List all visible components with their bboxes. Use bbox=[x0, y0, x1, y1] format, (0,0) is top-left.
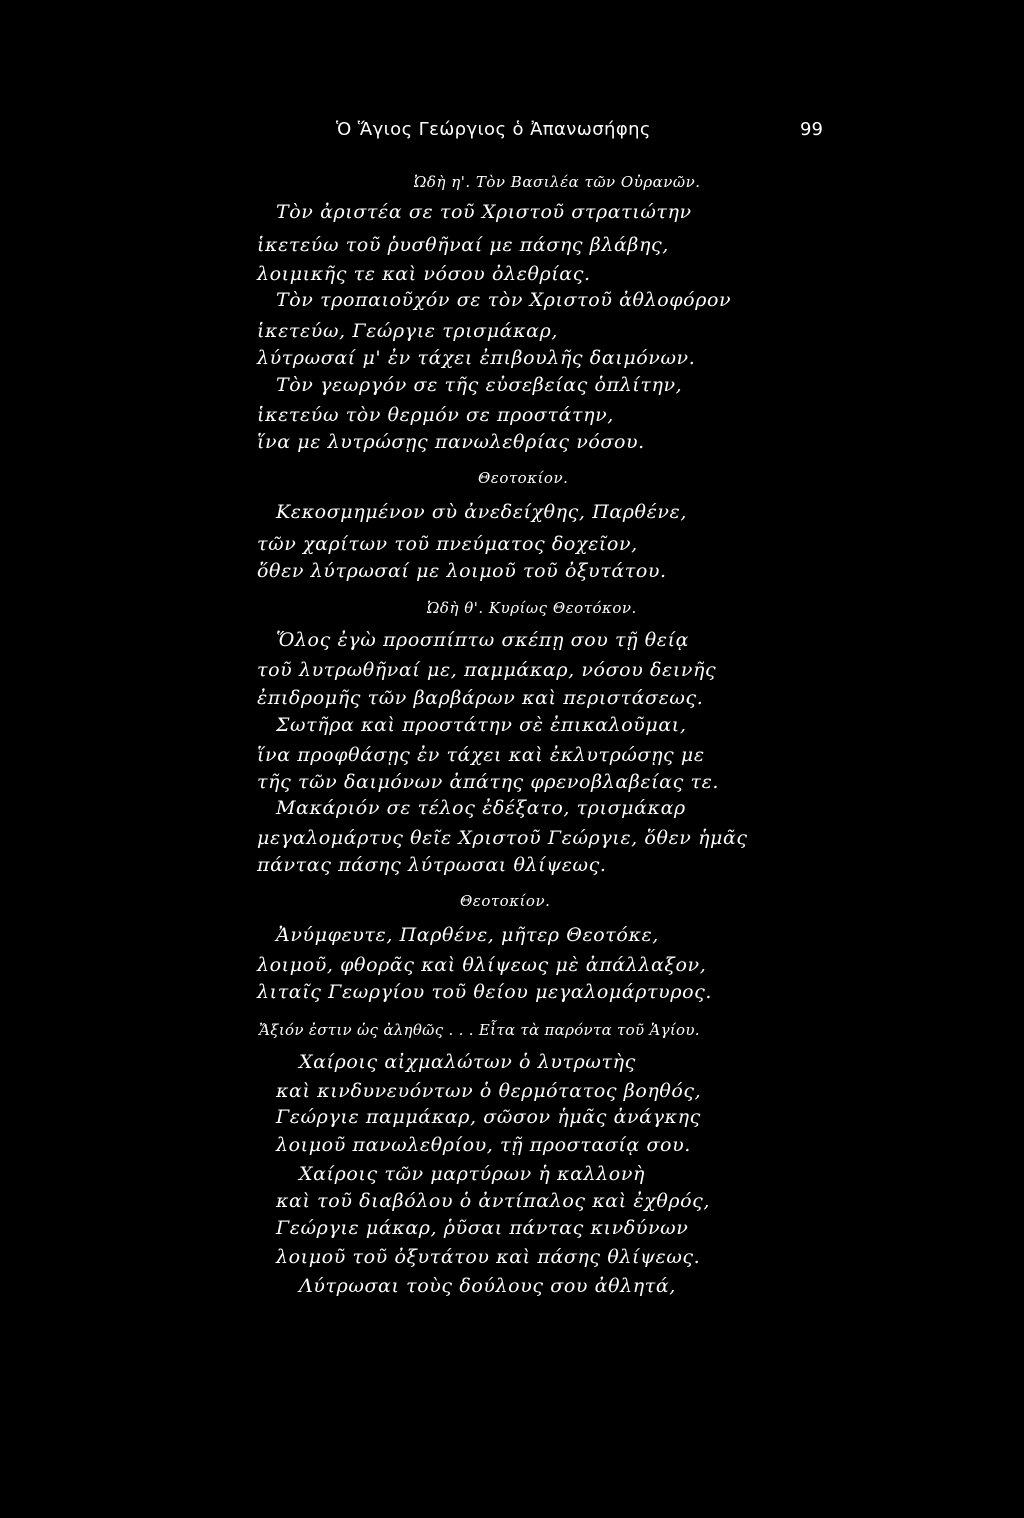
ode-8-line: Τὸν τροπαιοῦχόν σε τὸν Χριστοῦ ἀθλοφόρον bbox=[276, 289, 732, 311]
ode-9-line: τοῦ λυτρωθῆναί με, παμμάκαρ, νόσου δεινῆς bbox=[257, 659, 717, 681]
ode-9-line: Ὅλος ἐγὼ προσπίπτω σκέπῃ σου τῇ θείᾳ bbox=[276, 629, 690, 651]
ode-9-heading: Ὠδὴ θ'. Κυρίως Θεοτόκον. bbox=[427, 599, 637, 617]
ode-9-line: μεγαλομάρτυς θεῖε Χριστοῦ Γεώργιε, ὅθεν ἡμᾶς bbox=[257, 827, 748, 849]
megalynarion-line: Χαίροις τῶν μαρτύρων ἡ καλλονὴ bbox=[299, 1163, 645, 1185]
megalynarion-line: Γεώργιε μάκαρ, ῥῦσαι πάντας κινδύνων bbox=[276, 1217, 689, 1239]
ode-8-theotokion-line: ὅθεν λύτρωσαί με λοιμοῦ τοῦ ὀξυτάτου. bbox=[257, 560, 667, 582]
ode-8-theotokion-line: Κεκοσμημένον σὺ ἀνεδείχθης, Παρθένε, bbox=[276, 501, 687, 523]
ode-9-line: Μακάριόν σε τέλος ἐδέξατο, τρισμάκαρ bbox=[276, 797, 686, 819]
ode-9-theotokion-line: λιταῖς Γεωργίου τοῦ θείου μεγαλομάρτυρος. bbox=[257, 981, 713, 1003]
ode-8-line: ἱκετεύω τὸν θερμόν σε προστάτην, bbox=[257, 404, 614, 426]
ode-9-theotokion-line: λοιμοῦ, φθορᾶς καὶ θλίψεως μὲ ἀπάλλαξον, bbox=[257, 954, 707, 976]
rubric: Ἄξιόν ἐστιν ὡς ἀληθῶς . . . Εἶτα τὰ παρόντα τοῦ Ἁγίου. bbox=[259, 1021, 700, 1039]
ode-9-line: Σωτῆρα καὶ προστάτην σὲ ἐπικαλοῦμαι, bbox=[276, 714, 687, 736]
ode-9-line: ἐπιδρομῆς τῶν βαρβάρων καὶ περιστάσεως. bbox=[257, 687, 704, 709]
ode-9-theotokion-label: Θεοτοκίον. bbox=[460, 892, 551, 910]
megalynarion-line: καὶ τοῦ διαβόλου ὁ ἀντίπαλος καὶ ἐχθρός, bbox=[276, 1190, 711, 1212]
megalynarion-line: καὶ κινδυνευόντων ὁ θερμότατος βοηθός, bbox=[276, 1080, 702, 1102]
ode-8-line: ἱκετεύω, Γεώργιε τρισμάκαρ, bbox=[257, 320, 558, 342]
ode-9-theotokion-line: Ἀνύμφευτε, Παρθένε, μῆτερ Θεοτόκε, bbox=[276, 924, 659, 946]
running-header: Ὁ Ἅγιος Γεώργιος ὁ Ἀπανωσήφης bbox=[336, 119, 651, 140]
megalynarion-line: λοιμοῦ πανωλεθρίου, τῇ προστασίᾳ σου. bbox=[276, 1134, 691, 1156]
ode-8-line: Τὸν γεωργόν σε τῆς εὐσεβείας ὁπλίτην, bbox=[276, 374, 683, 396]
ode-8-line: ἵνα με λυτρώσῃς πανωλεθρίας νόσου. bbox=[257, 431, 645, 453]
ode-8-line: Τὸν ἀριστέα σε τοῦ Χριστοῦ στρατιώτην bbox=[276, 201, 692, 223]
ode-8-line: λοιμικῆς τε καὶ νόσου ὀλεθρίας. bbox=[257, 263, 591, 285]
ode-8-theotokion-line: τῶν χαρίτων τοῦ πνεύματος δοχεῖον, bbox=[257, 533, 638, 555]
ode-8-theotokion-label: Θεοτοκίον. bbox=[478, 469, 569, 487]
ode-9-line: πάντας πάσης λύτρωσαι θλίψεως. bbox=[257, 854, 607, 876]
page-number: 99 bbox=[800, 119, 823, 140]
megalynarion-line: Λύτρωσαι τοὺς δούλους σου ἀθλητά, bbox=[299, 1275, 676, 1297]
megalynarion-line: Χαίροις αἰχμαλώτων ὁ λυτρωτὴς bbox=[299, 1051, 636, 1073]
megalynarion-line: Γεώργιε παμμάκαρ, σῶσον ἡμᾶς ἀνάγκης bbox=[276, 1106, 701, 1128]
megalynarion-line: λοιμοῦ τοῦ ὀξυτάτου καὶ πάσης θλίψεως. bbox=[276, 1246, 701, 1268]
ode-8-line: ἱκετεύω τοῦ ῥυσθῆναί με πάσης βλάβης, bbox=[257, 234, 669, 256]
ode-8-heading: Ὠδὴ η'. Τὸν Βασιλέα τῶν Οὐρανῶν. bbox=[414, 173, 701, 191]
ode-8-line: λύτρωσαί μ' ἐν τάχει ἐπιβουλῆς δαιμόνων. bbox=[257, 347, 696, 369]
ode-9-line: ἵνα προφθάσῃς ἐν τάχει καὶ ἐκλυτρώσῃς με bbox=[257, 744, 705, 766]
ode-9-line: τῆς τῶν δαιμόνων ἀπάτης φρενοβλαβείας τε. bbox=[257, 771, 720, 793]
